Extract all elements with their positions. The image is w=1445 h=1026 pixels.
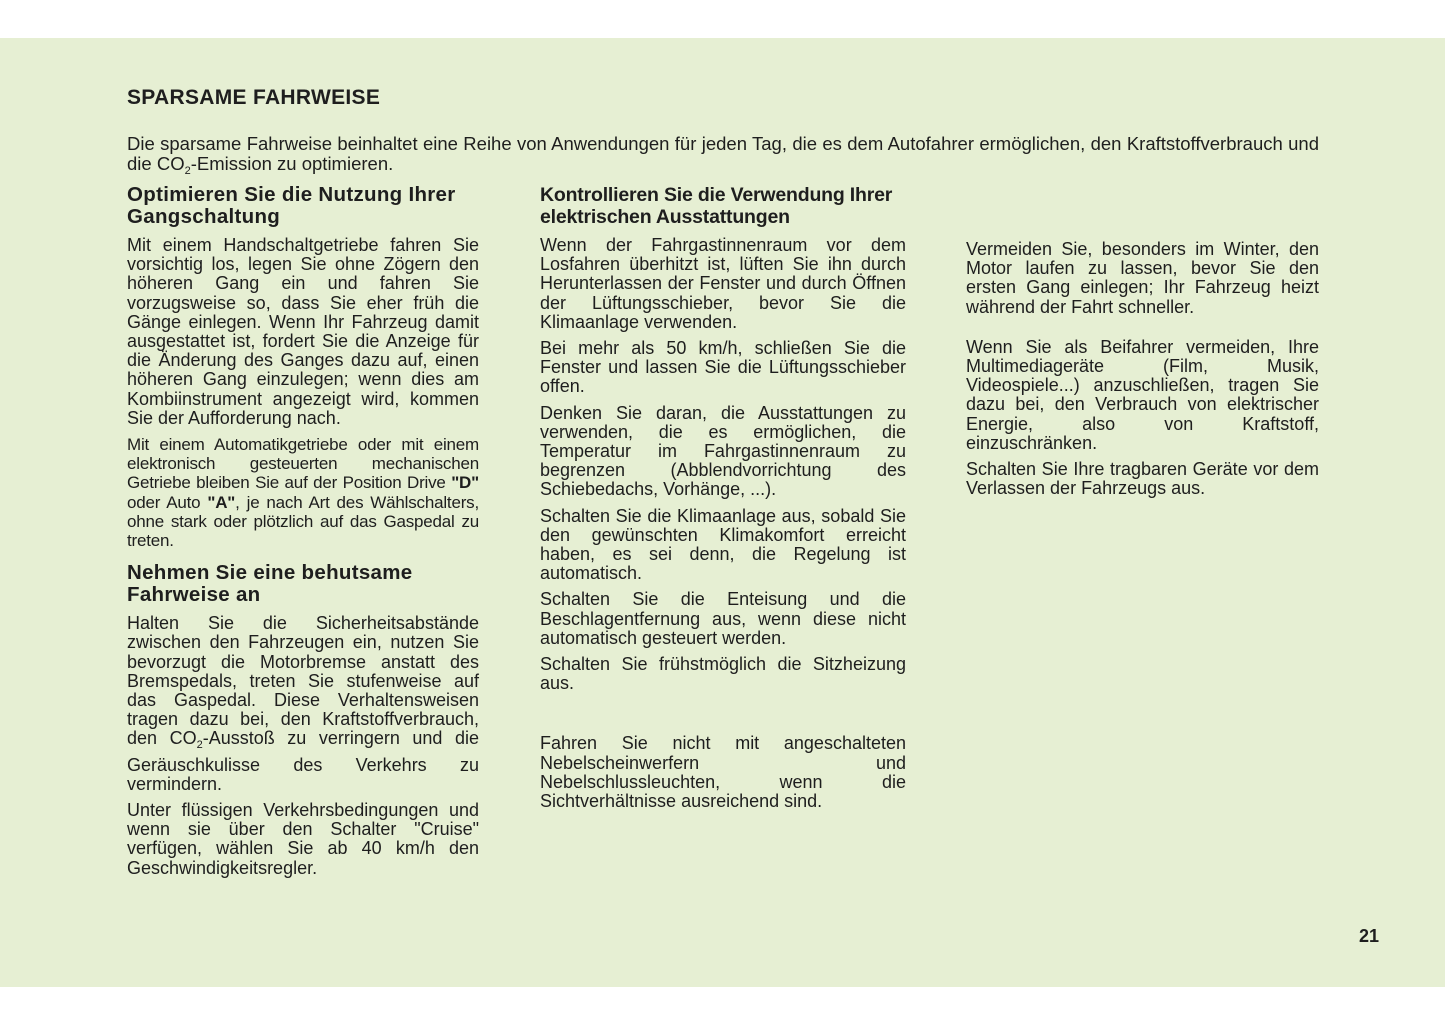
paragraph-windows: Bei mehr als 50 km/h, schließen Sie die Fenster und lassen Sie die Lüftungsschieber offen.	[540, 338, 906, 397]
auto-text-2: oder Auto	[127, 492, 208, 512]
intro-paragraph	[127, 134, 1319, 181]
heading-gear-shifting: Optimieren Sie die Nutzung Ihrer Gangschaltung	[127, 183, 456, 228]
paragraph-cruise-control: Unter flüssigen Verkehrsbedingungen und wenn sie über den Schalter "Cruise" verfügen, wählen Sie ab 40 km/h den Geschwindigkeitsregler.	[127, 800, 479, 878]
paragraph-automatic-gearbox	[127, 435, 479, 550]
intro-subscript: 2	[184, 165, 191, 177]
heading-electrical-equipment: Kontrollieren Sie die Verwendung Ihrer elektrischen Ausstattungen	[540, 184, 893, 228]
safety-text-2: -Ausstoß zu verringern und die Geräuschkulisse des Verkehrs zu vermindern.	[127, 728, 479, 794]
drive-label: "D"	[451, 473, 479, 493]
paragraph-safety-distance	[127, 614, 479, 794]
paragraph-manual-gearbox: Mit einem Handschaltgetriebe fahren Sie vorsichtig los, legen Sie ohne Zögern den höheren Gang ein und fahren Sie vorzugsweise so, dass Sie eher früh die Gänge einlegen. Wenn Ihr Fahrzeug damit ausgestattet ist, fordert Sie die Anzeige für die Änderung des Ganges dazu auf, einen höheren Gang einzulegen; wenn dies am Kombiinstrument angezeigt wird, kommen Sie der Aufforderung nach.	[127, 235, 479, 428]
column-middle	[540, 184, 906, 818]
safety-text-1: Halten Sie die Sicherheitsabstände zwischen den Fahrzeugen ein, nutzen Sie bevorzugt die Motorbremse anstatt des Bremspedals, treten Sie stufenweise auf das Gaspedal. Diese Verhaltensweisen tragen dazu bei, den Kraftstoffverbrauch, den CO	[127, 613, 479, 749]
spacer	[540, 700, 906, 734]
paragraph-multimedia: Wenn Sie als Beifahrer vermeiden, Ihre Multimediageräte (Film, Musik, Videospiele...) anzuschließen, tragen Sie dazu bei, den Verbrauch von elektrischer Energie, also von Kraftstoff, einzuschränken.	[966, 336, 1319, 453]
page-number: 21	[1359, 926, 1380, 946]
page-title: SPARSAME FAHRWEISE	[127, 86, 381, 109]
auto-label: "A"	[207, 492, 236, 512]
paragraph-defrost: Schalten Sie die Enteisung und die Beschlagentfernung aus, wenn diese nicht automatisch gesteuert werden.	[540, 589, 906, 648]
paragraph-air-conditioning: Schalten Sie die Klimaanlage aus, sobald Sie den gewünschten Klimakomfort erreicht haben, es sei denn, die Regelung ist automatisch.	[540, 505, 906, 584]
safety-subscript: 2	[196, 739, 203, 752]
column-left	[127, 184, 479, 885]
auto-text-3: , je nach Art des Wählschalters, ohne stark oder plötzlich auf das Gaspedal zu treten.	[127, 492, 479, 551]
column-right	[966, 240, 1319, 505]
paragraph-temperature: Denken Sie daran, die Ausstattungen zu verwenden, die es ermöglichen, die Temperatur im Fahrgastinnenraum zu begrenzen (Abblendvorrichtung des Schiebedachs, Vorhänge, ...).	[540, 402, 906, 500]
paragraph-winter-idle: Vermeiden Sie, besonders im Winter, den Motor laufen zu lassen, bevor Sie den ersten Gang einlegen; Ihr Fahrzeug heizt während der Fahrt schneller.	[966, 239, 1319, 317]
paragraph-seat-heating: Schalten Sie frühstmöglich die Sitzheizung aus.	[540, 654, 906, 694]
intro-text-2: -Emission zu optimieren.	[190, 153, 394, 174]
manual-page	[0, 38, 1445, 987]
auto-text-1: Mit einem Automatikgetriebe oder mit einem elektronisch gesteuerten mechanischen Getriebe bleiben Sie auf der Position Drive	[127, 435, 479, 493]
paragraph-ventilation: Wenn der Fahrgastinnenraum vor dem Losfahren überhitzt ist, lüften Sie ihn durch Herunterlassen der Fenster und durch Öffnen der Lüftungsschieber, bevor Sie die Klimaanlage verwenden.	[540, 235, 906, 332]
spacer	[966, 324, 1319, 338]
intro-text-1: Die sparsame Fahrweise beinhaltet eine Reihe von Anwendungen für jeden Tag, die es dem Autofahrer ermöglichen, den Kraftstoffverbrauch und die CO	[127, 133, 1319, 174]
paragraph-fog-lights: Fahren Sie nicht mit angeschalteten Nebelscheinwerfern und Nebelschlussleuchten, wenn die Sichtverhältnisse ausreichend sind.	[540, 733, 906, 812]
heading-careful-driving: Nehmen Sie eine behutsame Fahrweise an	[127, 561, 413, 607]
paragraph-portable-devices: Schalten Sie Ihre tragbaren Geräte vor dem Verlassen der Fahrzeugs aus.	[966, 459, 1319, 499]
